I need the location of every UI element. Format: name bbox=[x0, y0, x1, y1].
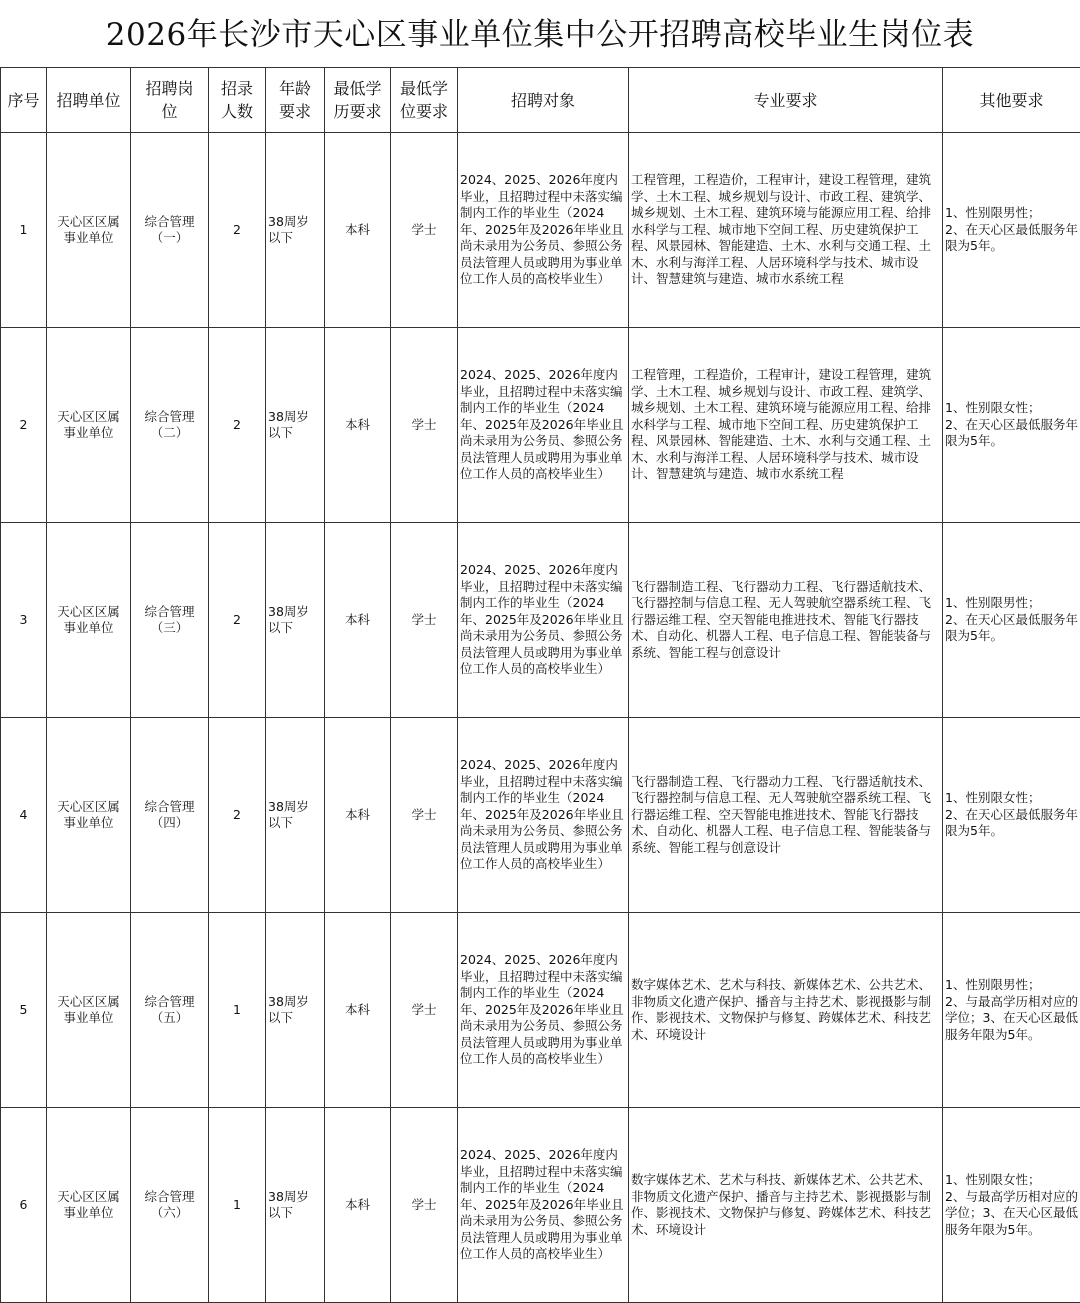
cell-age: 38周岁 以下 bbox=[266, 1108, 325, 1303]
cell-other: 1、性别限女性； 2、与最高学历相对应的学位；3、在天心区最低服务年限为5年。 bbox=[943, 1108, 1080, 1303]
cell-index: 1 bbox=[1, 133, 47, 328]
cell-count: 1 bbox=[209, 1108, 266, 1303]
page-title: 2026年长沙市天心区事业单位集中公开招聘高校毕业生岗位表 bbox=[0, 0, 1080, 67]
cell-position: 综合管理 （四） bbox=[131, 718, 209, 913]
cell-index: 6 bbox=[1, 1108, 47, 1303]
header-age: 年龄 要求 bbox=[266, 68, 325, 133]
cell-other: 1、性别限男性； 2、在天心区最低服务年限为5年。 bbox=[943, 523, 1080, 718]
header-other: 其他要求 bbox=[943, 68, 1080, 133]
cell-age: 38周岁 以下 bbox=[266, 133, 325, 328]
table-row bbox=[1, 913, 1080, 1108]
cell-index: 4 bbox=[1, 718, 47, 913]
cell-index: 3 bbox=[1, 523, 47, 718]
table-header-row bbox=[1, 68, 1080, 133]
cell-target: 2024、2025、2026年度内毕业，且招聘过程中未落实编制内工作的毕业生（2024年、2025年及2026年毕业且尚未录用为公务员、参照公务员法管理人员或聘用为事业单位工作人员的高校毕业生） bbox=[458, 1108, 629, 1303]
cell-education: 本科 bbox=[325, 913, 391, 1108]
cell-major: 工程管理，工程造价，工程审计，建设工程管理，建筑学、土木工程、城乡规划与设计、市政工程、建筑学、城乡规划、土木工程、建筑环境与能源应用工程、给排水科学与工程、城市地下空间工程、历史建筑保护工程、风景园林、智能建造、土木、水利与交通工程、土木、水利与海洋工程、人居环境科学与技术、城市设计、智慧建筑与建造、城市水系统工程 bbox=[629, 328, 943, 523]
cell-degree: 学士 bbox=[391, 523, 458, 718]
cell-education: 本科 bbox=[325, 1108, 391, 1303]
header-degree: 最低学 位要求 bbox=[391, 68, 458, 133]
cell-degree: 学士 bbox=[391, 1108, 458, 1303]
cell-age: 38周岁 以下 bbox=[266, 913, 325, 1108]
cell-position: 综合管理 （六） bbox=[131, 1108, 209, 1303]
cell-count: 2 bbox=[209, 523, 266, 718]
header-target: 招聘对象 bbox=[458, 68, 629, 133]
header-unit: 招聘单位 bbox=[47, 68, 131, 133]
cell-target: 2024、2025、2026年度内毕业，且招聘过程中未落实编制内工作的毕业生（2024年、2025年及2026年毕业且尚未录用为公务员、参照公务员法管理人员或聘用为事业单位工作人员的高校毕业生） bbox=[458, 133, 629, 328]
cell-count: 2 bbox=[209, 133, 266, 328]
cell-age: 38周岁 以下 bbox=[266, 328, 325, 523]
cell-degree: 学士 bbox=[391, 718, 458, 913]
cell-major: 数字媒体艺术、艺术与科技、新媒体艺术、公共艺术、非物质文化遗产保护、播音与主持艺术、影视摄影与制作、影视技术、文物保护与修复、跨媒体艺术、科技艺术、环境设计 bbox=[629, 913, 943, 1108]
cell-count: 1 bbox=[209, 913, 266, 1108]
cell-degree: 学士 bbox=[391, 133, 458, 328]
cell-position: 综合管理 （五） bbox=[131, 913, 209, 1108]
table-row bbox=[1, 523, 1080, 718]
cell-education: 本科 bbox=[325, 523, 391, 718]
cell-unit: 天心区区属 事业单位 bbox=[47, 1108, 131, 1303]
cell-major: 工程管理，工程造价，工程审计，建设工程管理，建筑学、土木工程、城乡规划与设计、市政工程、建筑学、城乡规划、土木工程、建筑环境与能源应用工程、给排水科学与工程、城市地下空间工程、历史建筑保护工程、风景园林、智能建造、土木、水利与交通工程、土木、水利与海洋工程、人居环境科学与技术、城市设计、智慧建筑与建造、城市水系统工程 bbox=[629, 133, 943, 328]
cell-other: 1、性别限男性； 2、在天心区最低服务年限为5年。 bbox=[943, 133, 1080, 328]
header-index: 序号 bbox=[1, 68, 47, 133]
table-row bbox=[1, 133, 1080, 328]
cell-other: 1、性别限女性； 2、在天心区最低服务年限为5年。 bbox=[943, 718, 1080, 913]
cell-index: 2 bbox=[1, 328, 47, 523]
cell-unit: 天心区区属 事业单位 bbox=[47, 328, 131, 523]
header-position: 招聘岗 位 bbox=[131, 68, 209, 133]
cell-count: 2 bbox=[209, 328, 266, 523]
cell-unit: 天心区区属 事业单位 bbox=[47, 133, 131, 328]
table-row bbox=[1, 718, 1080, 913]
cell-position: 综合管理 （三） bbox=[131, 523, 209, 718]
cell-target: 2024、2025、2026年度内毕业，且招聘过程中未落实编制内工作的毕业生（2024年、2025年及2026年毕业且尚未录用为公务员、参照公务员法管理人员或聘用为事业单位工作人员的高校毕业生） bbox=[458, 913, 629, 1108]
cell-other: 1、性别限男性； 2、与最高学历相对应的学位；3、在天心区最低服务年限为5年。 bbox=[943, 913, 1080, 1108]
cell-age: 38周岁 以下 bbox=[266, 718, 325, 913]
cell-target: 2024、2025、2026年度内毕业，且招聘过程中未落实编制内工作的毕业生（2024年、2025年及2026年毕业且尚未录用为公务员、参照公务员法管理人员或聘用为事业单位工作人员的高校毕业生） bbox=[458, 328, 629, 523]
cell-degree: 学士 bbox=[391, 328, 458, 523]
cell-other: 1、性别限女性； 2、在天心区最低服务年限为5年。 bbox=[943, 328, 1080, 523]
positions-table bbox=[0, 67, 1080, 1303]
table-row bbox=[1, 1108, 1080, 1303]
cell-major: 数字媒体艺术、艺术与科技、新媒体艺术、公共艺术、非物质文化遗产保护、播音与主持艺术、影视摄影与制作、影视技术、文物保护与修复、跨媒体艺术、科技艺术、环境设计 bbox=[629, 1108, 943, 1303]
cell-unit: 天心区区属 事业单位 bbox=[47, 913, 131, 1108]
cell-education: 本科 bbox=[325, 328, 391, 523]
cell-target: 2024、2025、2026年度内毕业，且招聘过程中未落实编制内工作的毕业生（2024年、2025年及2026年毕业且尚未录用为公务员、参照公务员法管理人员或聘用为事业单位工作人员的高校毕业生） bbox=[458, 718, 629, 913]
cell-degree: 学士 bbox=[391, 913, 458, 1108]
header-major: 专业要求 bbox=[629, 68, 943, 133]
cell-target: 2024、2025、2026年度内毕业，且招聘过程中未落实编制内工作的毕业生（2024年、2025年及2026年毕业且尚未录用为公务员、参照公务员法管理人员或聘用为事业单位工作人员的高校毕业生） bbox=[458, 523, 629, 718]
cell-unit: 天心区区属 事业单位 bbox=[47, 523, 131, 718]
cell-major: 飞行器制造工程、飞行器动力工程、飞行器适航技术、飞行器控制与信息工程、无人驾驶航空器系统工程、飞行器运维工程、空天智能电推进技术、智能飞行器技术、自动化、机器人工程、电子信息工程、智能装备与系统、智能工程与创意设计 bbox=[629, 523, 943, 718]
cell-education: 本科 bbox=[325, 133, 391, 328]
cell-index: 5 bbox=[1, 913, 47, 1108]
cell-unit: 天心区区属 事业单位 bbox=[47, 718, 131, 913]
cell-position: 综合管理 （二） bbox=[131, 328, 209, 523]
header-count: 招录 人数 bbox=[209, 68, 266, 133]
cell-education: 本科 bbox=[325, 718, 391, 913]
table-row bbox=[1, 328, 1080, 523]
cell-age: 38周岁 以下 bbox=[266, 523, 325, 718]
cell-position: 综合管理 （一） bbox=[131, 133, 209, 328]
cell-major: 飞行器制造工程、飞行器动力工程、飞行器适航技术、飞行器控制与信息工程、无人驾驶航空器系统工程、飞行器运维工程、空天智能电推进技术、智能飞行器技术、自动化、机器人工程、电子信息工程、智能装备与系统、智能工程与创意设计 bbox=[629, 718, 943, 913]
header-education: 最低学 历要求 bbox=[325, 68, 391, 133]
cell-count: 2 bbox=[209, 718, 266, 913]
